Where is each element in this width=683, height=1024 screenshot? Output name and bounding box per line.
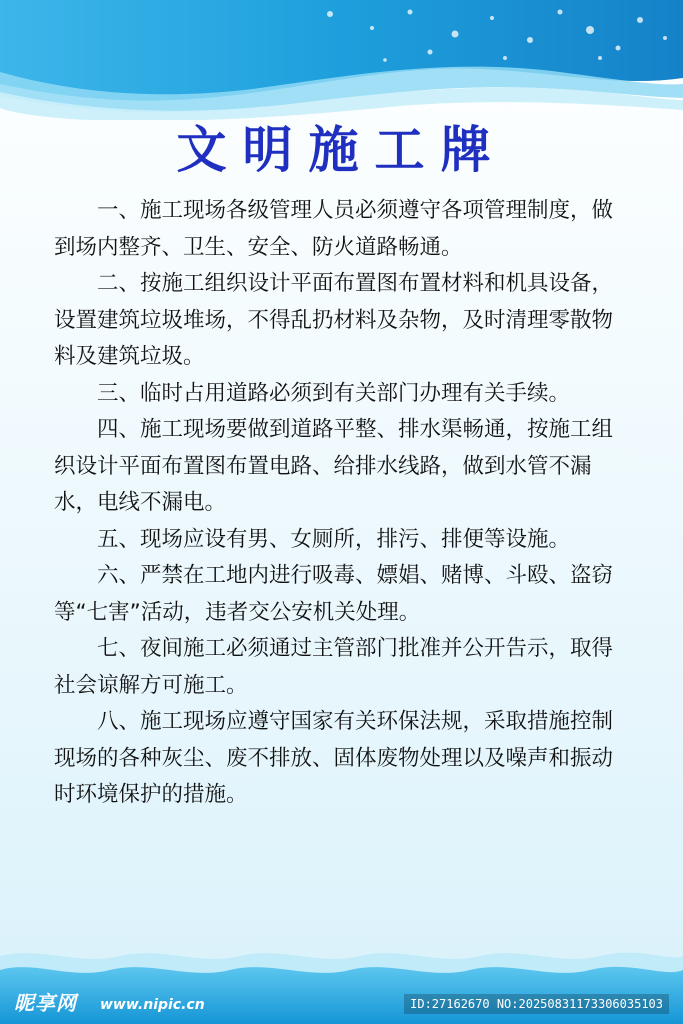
rule-paragraph: 一、施工现场各级管理人员必须遵守各项管理制度，做到场内整齐、卫生、安全、防火道路畅通。 — [54, 198, 614, 260]
rule-paragraph: 五、现场应设有男、女厕所，排污、排便等设施。 — [97, 526, 571, 552]
rule-paragraph: 七、夜间施工必须通过主管部门批准并公开告示，取得社会谅解方可施工。 — [54, 636, 614, 698]
watermark-id: ID:27162670 NO:20250831173306035103 — [404, 994, 669, 1014]
watermark-logo: 昵享网 — [14, 991, 77, 1015]
rules-list — [54, 193, 634, 814]
rule-paragraph: 四、施工现场要做到道路平整、排水渠畅通，按施工组织设计平面布置图布置电路、给排水线路，做到水管不漏水，电线不漏电。 — [54, 417, 614, 515]
top-wave-decoration — [0, 0, 683, 120]
rule-paragraph: 二、按施工组织设计平面布置图布置材料和机具设备，设置建筑垃圾堆场，不得乱扔材料及杂物，及时清理零散物料及建筑垃圾。 — [54, 271, 614, 369]
rule-paragraph: 六、严禁在工地内进行吸毒、嫖娼、赌博、斗殴、盗窃等“七害”活动，违者交公安机关处理。 — [54, 563, 614, 625]
watermark-url: www.nipic.cn — [100, 997, 205, 1013]
page-title: 文明施工牌 — [176, 121, 507, 179]
rule-paragraph: 三、临时占用道路必须到有关部门办理有关手续。 — [97, 380, 571, 406]
rule-paragraph: 八、施工现场应遵守国家有关环保法规，采取措施控制现场的各种灰尘、废不排放、固体废物处理以及噪声和振动时环境保护的措施。 — [54, 709, 614, 807]
